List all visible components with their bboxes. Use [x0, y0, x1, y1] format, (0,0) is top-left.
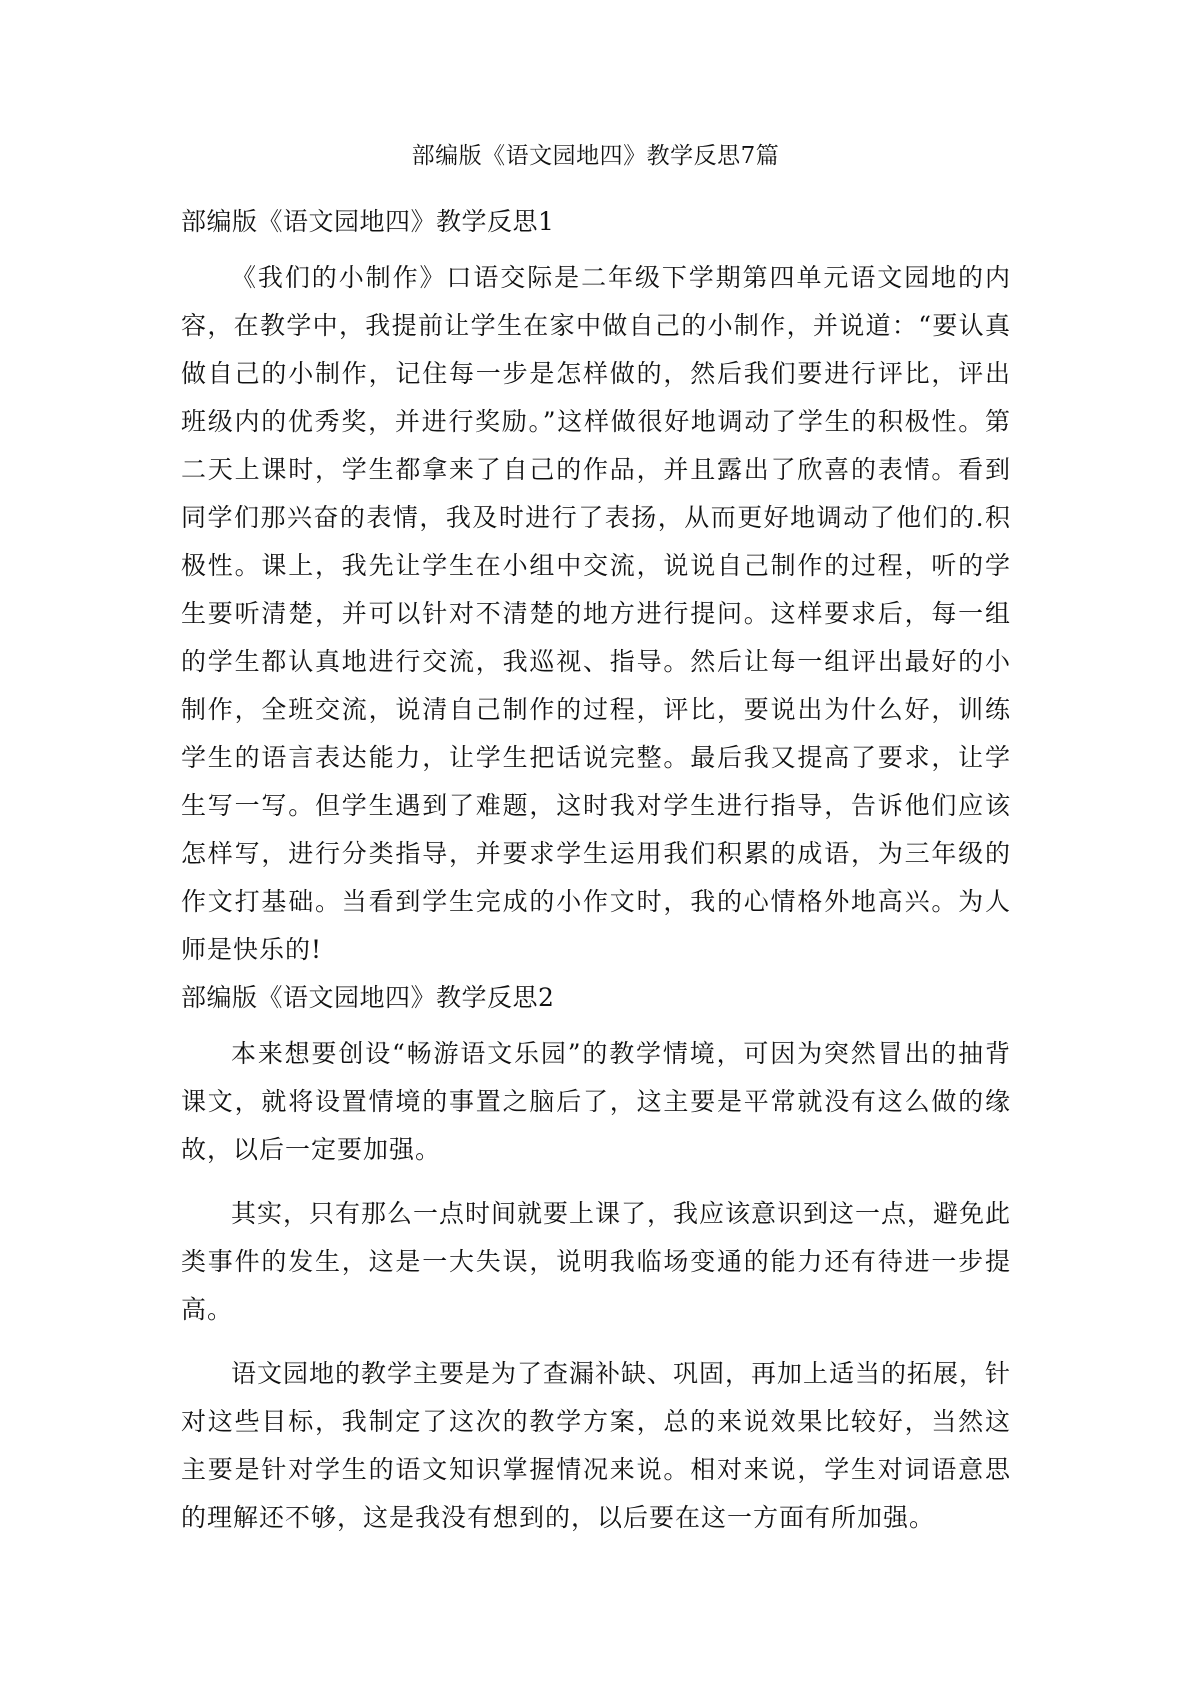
section-2-paragraph-1: 本来想要创设“畅游语文乐园”的教学情境，可因为突然冒出的抽背课文，就将设置情境的事置之脑后了，这主要是平常就没有这么做的缘故，以后一定要加强。	[181, 1039, 1011, 1164]
section-1-paragraph-1: 《我们的小制作》口语交际是二年级下学期第四单元语文园地的内容，在教学中，我提前让学生在家中做自己的小制作，并说道：“要认真做自己的小制作，记住每一步是怎样做的，然后我们要进行评比，评出班级内的优秀奖，并进行奖励。”这样做很好地调动了学生的积极性。第二天上课时，学生都拿来了自己的作品，并且露出了欣喜的表情。看到同学们那兴奋的表情，我及时进行了表扬，从而更好地调动了他们的.积极性。课上，我先让学生在小组中交流，说说自己制作的过程，听的学生要听清楚，并可以针对不清楚的地方进行提问。这样要求后，每一组的学生都认真地进行交流，我巡视、指导。然后让每一组评出最好的小制作，全班交流，说清自己制作的过程，评比，要说出为什么好，训练学生的语言表达能力，让学生把话说完整。最后我又提高了要求，让学生写一写。但学生遇到了难题，这时我对学生进行指导，告诉他们应该怎样写，进行分类指导，并要求学生运用我们积累的成语，为三年级的作文打基础。当看到学生完成的小作文时，我的心情格外地高兴。为人师是快乐的!	[181, 263, 1011, 964]
section-heading-2: 部编版《语文园地四》教学反思2	[181, 983, 555, 1012]
document-title: 部编版《语文园地四》教学反思7篇	[411, 143, 780, 169]
section-2-paragraph-2: 其实，只有那么一点时间就要上课了，我应该意识到这一点，避免此类事件的发生，这是一大失误，说明我临场变通的能力还有待进一步提高。	[181, 1199, 1012, 1324]
section-2-paragraph-3: 语文园地的教学主要是为了查漏补缺、巩固，再加上适当的拓展，针对这些目标，我制定了这次的教学方案，总的来说效果比较好，当然这主要是针对学生的语文知识掌握情况来说。相对来说，学生对词语意思的理解还不够，这是我没有想到的，以后要在这一方面有所加强。	[181, 1359, 1012, 1532]
section-heading-1: 部编版《语文园地四》教学反思1	[181, 207, 555, 236]
document-body	[181, 198, 1011, 1542]
